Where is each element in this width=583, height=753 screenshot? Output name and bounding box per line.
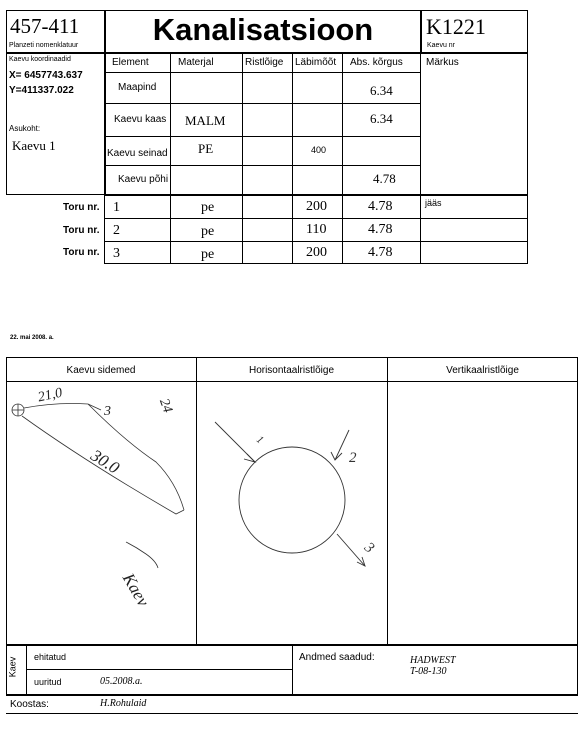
pipe-1-note: jääs	[425, 198, 442, 208]
ties-sketch	[6, 382, 196, 644]
panel-title-ties: Kaevu sidemed	[66, 365, 136, 376]
col-header-abs-height: Abs. kõrgus	[350, 57, 403, 68]
pipe-3-height: 4.78	[368, 245, 393, 260]
row-walls-material: PE	[198, 141, 214, 156]
pipe-3-nr: 3	[113, 246, 120, 261]
surveyed-date: 05.2008.a.	[100, 676, 143, 687]
pipe-3-diameter: 200	[306, 245, 327, 260]
pipe-2-height: 4.78	[368, 222, 393, 237]
row-label-bottom: Kaevu põhi	[118, 174, 169, 185]
panel-title-vertical: Vertikaalristlõige	[446, 365, 519, 376]
row-bottom-height: 4.78	[373, 171, 396, 186]
row-walls-diameter: 400	[311, 145, 327, 155]
coordinate-y: Y=411337.022	[9, 85, 74, 96]
tie-measure-3: 24	[156, 396, 175, 415]
pipe-marker-1: 1	[253, 433, 266, 447]
sketch-well-word: Kaev	[118, 569, 153, 610]
location-value: Kaevu 1	[12, 138, 56, 153]
side-label-well: Kaev	[7, 656, 18, 678]
tie-measure-2: 3	[104, 404, 111, 419]
col-header-note: Märkus	[426, 57, 459, 68]
data-source-label: Andmed saadud:	[299, 652, 375, 663]
surveyed-label: uuritud	[34, 677, 62, 687]
pipe-label-1: Toru nr.	[63, 202, 100, 213]
location-label: Asukoht:	[9, 124, 41, 133]
pipe-1-diameter: 200	[306, 199, 327, 214]
col-header-section: Ristlõige	[245, 57, 284, 68]
row-lid-height: 6.34	[370, 111, 393, 126]
document-date: 22. mai 2008. a.	[10, 335, 54, 341]
pipe-label-2: Toru nr.	[63, 225, 100, 236]
pipe-2-material: pe	[201, 224, 215, 239]
pipe-1-nr: 1	[113, 200, 120, 215]
data-source-code: T-08-130	[410, 666, 447, 677]
col-header-material: Materjal	[178, 57, 214, 68]
map-sheet-number: 457-411	[10, 14, 80, 38]
pipe-1-material: pe	[201, 200, 215, 215]
row-lid-material: MALM	[185, 113, 226, 128]
tie-measure-4: 30.0	[87, 445, 123, 478]
row-label-walls: Kaevu seinad	[107, 148, 168, 159]
coordinate-x: X= 6457743.637	[9, 70, 83, 81]
author-name: H.Rohulaid	[100, 698, 147, 709]
row-ground-height: 6.34	[370, 83, 393, 98]
pipe-marker-3: 3	[361, 539, 378, 557]
horizontal-section-drawing	[197, 382, 387, 644]
pipe-2-diameter: 110	[306, 222, 327, 237]
tie-measure-1: 21,0	[36, 385, 64, 406]
data-source-company: HADWEST	[410, 655, 456, 666]
pipe-label-3: Toru nr.	[63, 247, 100, 258]
pipe-marker-2: 2	[349, 450, 357, 466]
row-label-ground: Maapind	[118, 82, 157, 93]
row-label-lid: Kaevu kaas	[114, 114, 167, 125]
map-sheet-label: Planzeti nomenklatuur	[9, 42, 79, 49]
pipe-1-height: 4.78	[368, 199, 393, 214]
well-number: K1221	[426, 14, 486, 39]
built-label: ehitatud	[34, 652, 67, 662]
panel-title-horizontal: Horisontaalristlõige	[248, 365, 335, 376]
pipe-2-nr: 2	[113, 223, 120, 238]
coordinates-label: Kaevu koordinaadid	[9, 56, 71, 63]
pipe-3-material: pe	[201, 247, 215, 262]
author-label: Koostas:	[10, 699, 49, 710]
well-number-label: Kaevu nr	[427, 42, 456, 49]
col-header-element: Element	[112, 57, 149, 68]
col-header-diameter: Läbimõõt	[295, 57, 337, 68]
page-title: Kanalisatsioon	[152, 12, 374, 47]
